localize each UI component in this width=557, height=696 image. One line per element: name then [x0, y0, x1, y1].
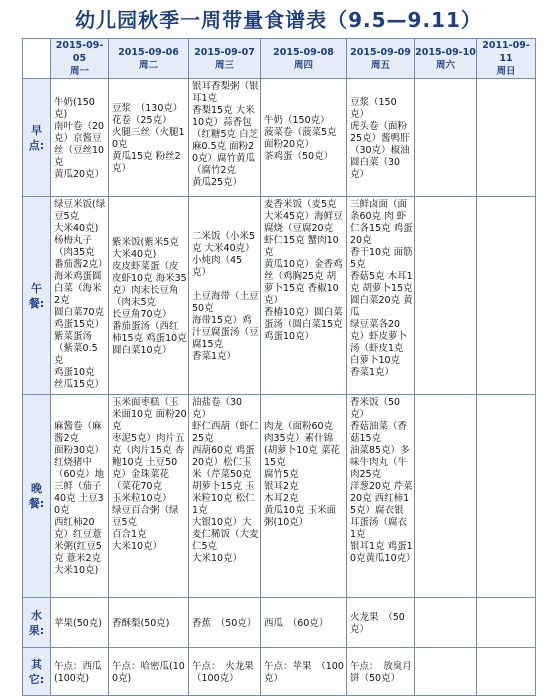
day-weekday: 周日 [496, 66, 516, 77]
menu-cell: 麦香米饭（麦5克 大米45克）海鲜豆腐烧（豆腐20克 虾仁15克 蟹肉10克 黄瓜10克）金香鸡丝（鸡胸25克 胡萝卜15克 香椒10克） 香椿10克）圆白菜蛋汤（圆白菜15克 鸡蛋10克） [261, 197, 347, 395]
menu-cell [415, 648, 477, 696]
menu-cell [477, 598, 536, 648]
day-header [347, 39, 415, 79]
menu-cell [477, 197, 536, 395]
day-weekday: 周六 [435, 59, 455, 71]
menu-cell: 香米饭（50克） 香菇油菜（香菇15克 油菜85克）多味牛肉丸（牛肉25克 洋葱20克 芹菜20克 西红柿15克）腐衣银耳蛋汤（腐衣1克 银耳1克 鸡蛋10克黄瓜10克） [347, 395, 415, 598]
menu-cell: 牛奶(150克) 南叶卷（20克）京酱豆丝（豆丝10克 黄瓜20克） [51, 79, 109, 197]
day-weekday: 周五 [370, 59, 390, 71]
meal-label-text: 其 它: [28, 657, 45, 686]
menu-cell: 午点：苹果 （100克） [261, 648, 347, 696]
menu-cell [415, 598, 477, 648]
menu-cell: 牛奶（150克） 菠菜卷（菠菜5克 面粉20克） 茶鸡蛋（50克） [261, 79, 347, 197]
day-header [261, 39, 347, 79]
day-header [51, 39, 109, 79]
day-date: 2015-09-10 [415, 46, 476, 58]
day-date: 2015-09-06 [118, 46, 179, 58]
menu-cell: 油盐卷（30克） 虾仁西葫（虾仁25克 西葫60克 鸡蛋20克）松仁玉米（芹菜50克 胡萝卜15克 玉米粒10克 松仁1克 大银10克）大麦仁稀饭（大麦仁5克 大米10克） [189, 395, 261, 598]
menu-cell [477, 395, 536, 598]
menu-cell: 麻酱卷（麻酱2克 面粉30克） 红烧猪中（60克）地三鲜（茄子40克 土豆30克 西红柿20克）红豆薏米粥(红豆5克 薏米2克 大米10克) [51, 395, 109, 598]
day-weekday: 周一 [69, 66, 89, 77]
menu-cell [477, 648, 536, 696]
meal-label [23, 395, 51, 598]
day-weekday: 周四 [293, 59, 313, 71]
meal-label-text: 早 点: [28, 123, 45, 152]
menu-cell: 绿豆米饭(绿豆5克 大米40克) 杨梅丸子（肉35克 番茄酱2克）海米鸡蛋圆白菜（海米2克 圆白菜70克 鸡蛋15克） 紫菜蛋汤（紫菜0.5克 鸡蛋10克 丝瓜15克） [51, 197, 109, 395]
menu-cell [415, 395, 477, 598]
menu-cell: 西瓜 （60克） [261, 598, 347, 648]
meal-label-text: 水 果: [28, 608, 45, 637]
day-weekday: 周三 [214, 59, 234, 71]
meal-row-breakfast [23, 79, 536, 197]
day-header [477, 39, 536, 79]
meal-label-text: 午 餐: [28, 281, 45, 310]
day-date: 2015-09-07 [194, 46, 255, 58]
meal-row-lunch [23, 197, 536, 395]
menu-cell: 苹果(50克) [51, 598, 109, 648]
menu-table [22, 38, 536, 696]
meal-row-fruit [23, 598, 536, 648]
meal-label [23, 598, 51, 648]
day-weekday: 周二 [138, 59, 158, 71]
header-row [23, 39, 536, 79]
meal-row-other [23, 648, 536, 696]
day-header [109, 39, 189, 79]
day-date: 2011-09-11 [482, 40, 530, 64]
menu-cell: 午点：哈密瓜(100克) [109, 648, 189, 696]
menu-cell: 二米饭（小米5克 大米40克） 小炖肉（45克） 土豆海带（土豆50克 海带15克）鸡汁豆腐蛋汤（豆腐15克 香菜1克） [189, 197, 261, 395]
corner-cell [23, 39, 51, 79]
menu-cell: 火龙果 （50克） [347, 598, 415, 648]
menu-cell: 午点：西瓜(100克) [51, 648, 109, 696]
menu-cell: 肉龙（面粉60克 肉35克）素什锦(胡萝卜10克 菜花15克 腐竹5克 银耳2克 木耳2克 黄瓜10克 玉米面粥(10克） [261, 395, 347, 598]
menu-cell [477, 79, 536, 197]
day-header [415, 39, 477, 79]
day-date: 2015-09-09 [350, 46, 411, 58]
menu-cell: 香酥梨(50克) [109, 598, 189, 648]
menu-cell: 香蕉 （50克） [189, 598, 261, 648]
menu-cell: 玉米面枣糕（玉米面10克 面粉20克 枣泥5克）肉片五克（肉片15克 杏鲍10克 土豆50克）金珠菜花（菜花70克 玉米粒10克） 绿豆百合粥（绿豆5克 百合1克 大米10克） [109, 395, 189, 598]
menu-cell [415, 197, 477, 395]
menu-cell: 午点： 放臭月饼（50克） [347, 648, 415, 696]
meal-label [23, 79, 51, 197]
menu-cell: 银耳香梨粥（银耳1克 香梨15克 大米10克）蒜香包（红糖5克 白芝麻0.5克 面粉20克）腐竹黄瓜（腐竹2克 黄瓜25克） [189, 79, 261, 197]
meal-row-dinner [23, 395, 536, 598]
menu-cell: 豆浆 （130克） 花卷（25克） 火腿三丝（火腿10克 黄瓜15克 粉丝2克） [109, 79, 189, 197]
day-date: 2015-09-05 [55, 40, 104, 64]
menu-cell [415, 79, 477, 197]
meal-label [23, 197, 51, 395]
page-title: 幼儿园秋季一周带量食谱表（9.5—9.11） [75, 8, 482, 32]
menu-cell: 三鲜卤面（面条60克 肉 虾仁各15克 鸡蛋20克 香干10克 面筋5克 香菇5克 木耳1克 胡萝卜15克 圆白菜20克 黄瓜 绿豆菜各20克）虾皮萝卜汤（虾皮1克 白萝卜10克 香菜1克） [347, 197, 415, 395]
day-date: 2015-09-08 [273, 46, 334, 58]
menu-cell: 午点： 火龙果（100克） [189, 648, 261, 696]
meal-label-text: 晚 餐: [28, 482, 45, 510]
menu-cell: 紫米饭(紫米5克 大米40克) 皮皮虾菜蛋（皮皮虾10克 海米35克）肉末长豆角（肉末5克 长豆角70克） 番茄蛋汤（西红柿15克 鸡蛋10克 圆白菜10克） [109, 197, 189, 395]
meal-label [23, 648, 51, 696]
day-header [189, 39, 261, 79]
menu-cell: 豆浆（150克） 虎头卷（面粉25克）酱鸭肝（30克）椒油圆白菜（30克） [347, 79, 415, 197]
